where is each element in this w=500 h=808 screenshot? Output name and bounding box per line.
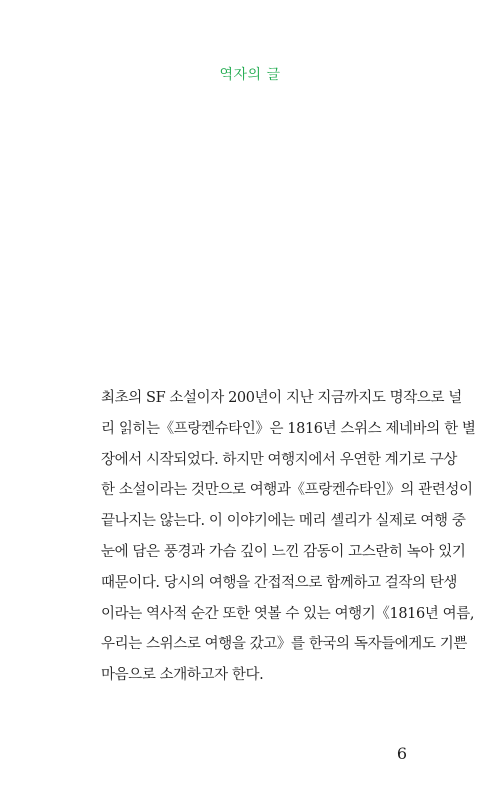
paragraph-line: 장에서 시작되었다. 하지만 여행지에서 우연한 계기로 구상: [101, 451, 458, 468]
paragraph-line: 이라는 역사적 순간 또한 엿볼 수 있는 여행기《1816년 여름,: [101, 605, 475, 622]
section-title: 역자의 글: [219, 67, 281, 83]
paragraph-line: 최초의 SF 소설이자 200년이 지난 지금까지도 명작으로 널: [101, 390, 462, 406]
paragraph-line: 눈에 담은 풍경과 가슴 깊이 느낀 감동이 고스란히 녹아 있기: [101, 543, 466, 560]
paragraph-line: 한 소설이라는 것만으로 여행과《프랑켄슈타인》의 관련성이: [101, 482, 473, 499]
paragraph-line: 끝나지는 않는다. 이 이야기에는 메리 셸리가 실제로 여행 중: [101, 513, 466, 530]
paragraph-line: 리 읽히는《프랑켄슈타인》은 1816년 스위스 제네바의 한 별: [101, 420, 476, 437]
paragraph-line: 마음으로 소개하고자 한다.: [101, 667, 264, 684]
paragraph-line: 우리는 스위스로 여행을 갔고》를 한국의 독자들에게도 기쁜: [101, 636, 467, 653]
body-paragraph: [101, 383, 476, 691]
paragraph-line: 때문이다. 당시의 여행을 간접적으로 함께하고 걸작의 탄생: [101, 574, 458, 591]
page-number: 6: [396, 744, 407, 763]
